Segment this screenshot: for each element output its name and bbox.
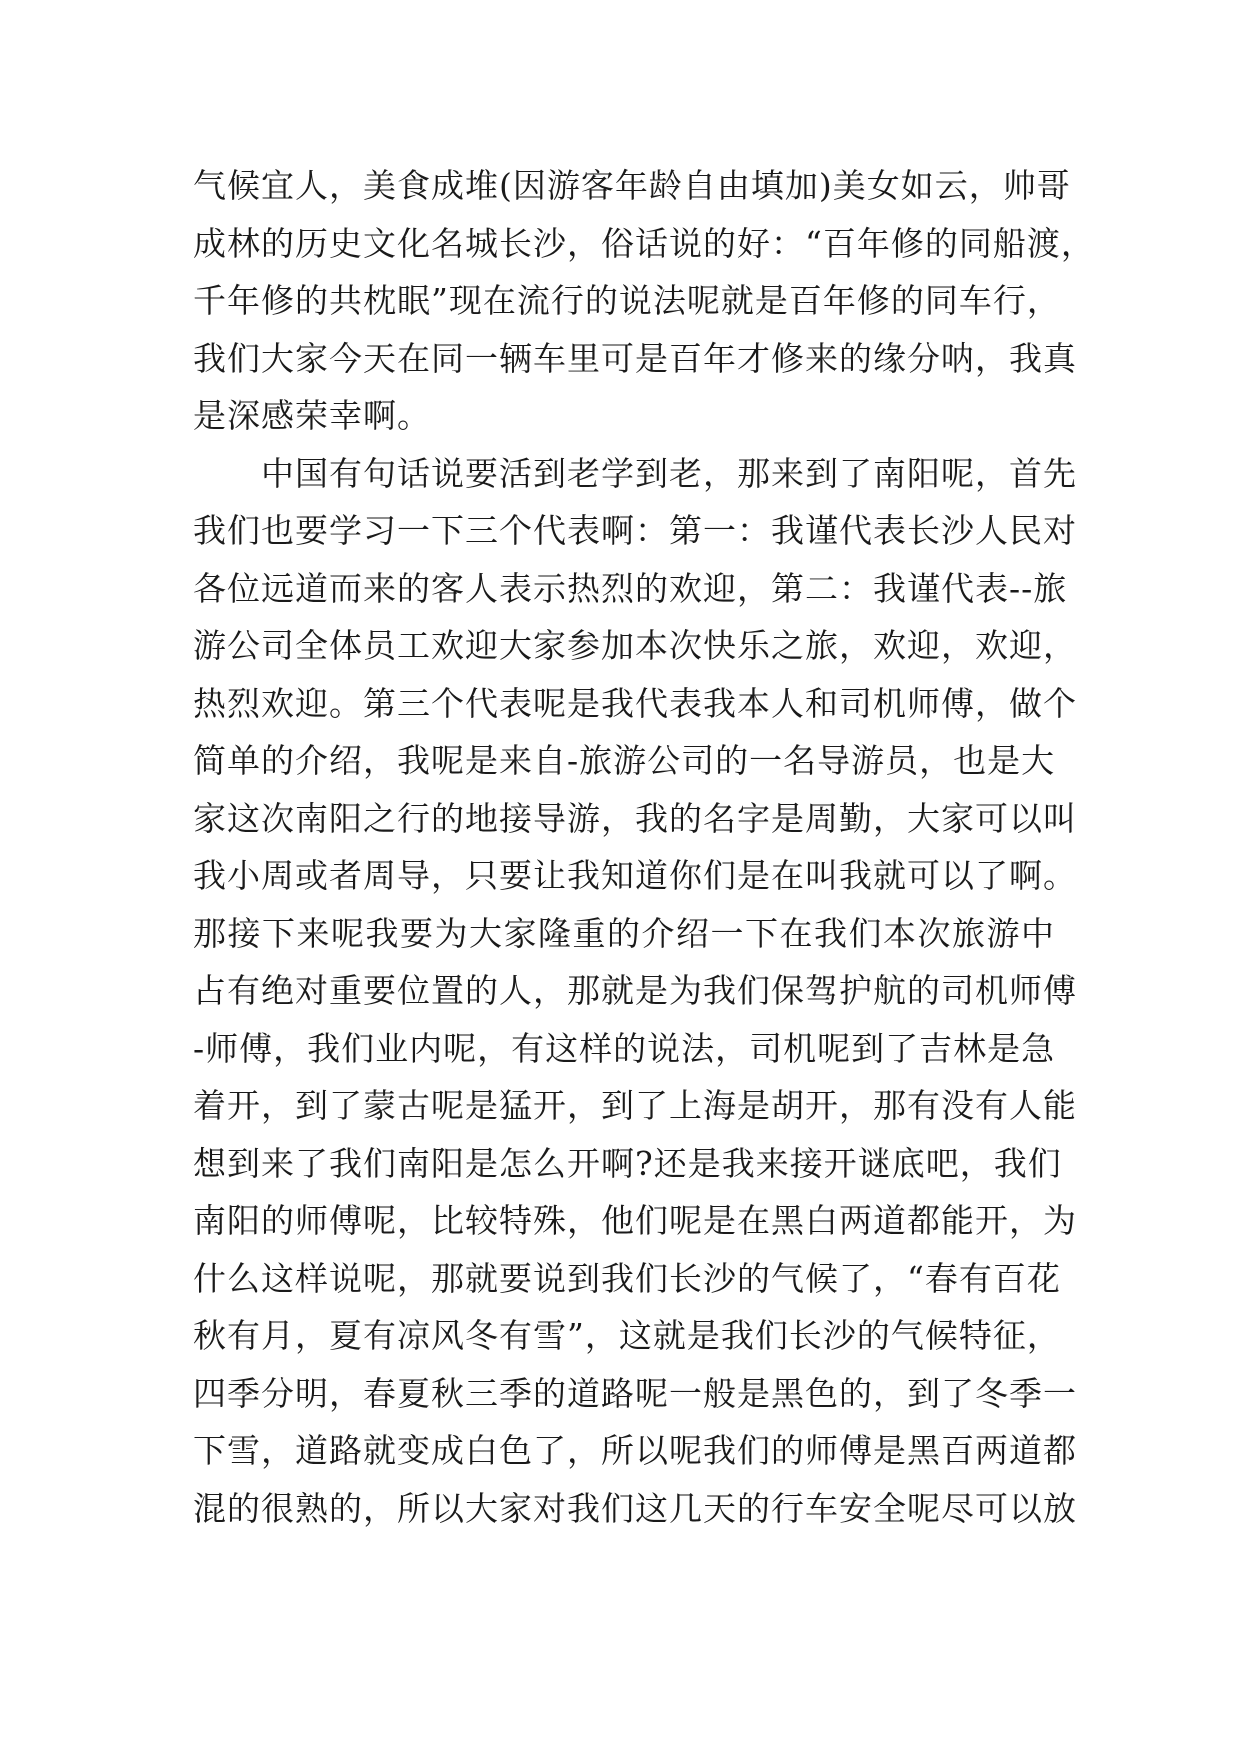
text-line: 占有绝对重要位置的人，那就是为我们保驾护航的司机师傅 <box>193 971 1077 1010</box>
text-line: 游公司全体员工欢迎大家参加本次快乐之旅，欢迎，欢迎， <box>193 626 1077 665</box>
text-line: 简单的介绍，我呢是来自-旅游公司的一名导游员，也是大 <box>193 741 1056 780</box>
text-line: -师傅，我们业内呢，有这样的说法，司机呢到了吉林是急 <box>193 1028 1056 1068</box>
text-line: 中国有句话说要活到老学到老，那来到了南阳呢，首先 <box>261 453 1077 493</box>
text-line: 热烈欢迎。第三个代表呢是我代表我本人和司机师傅，做个 <box>193 683 1077 723</box>
text-line: 下雪，道路就变成白色了，所以呢我们的师傅是黑百两道都 <box>193 1431 1077 1470</box>
text-line: 四季分明，春夏秋三季的道路呢一般是黑色的，到了冬季一 <box>193 1373 1077 1413</box>
text-line: 南阳的师傅呢，比较特殊，他们呢是在黑白两道都能开，为 <box>193 1201 1077 1240</box>
text-line: 成林的历史文化名城长沙，俗话说的好：“百年修的同船渡， <box>193 223 1095 263</box>
text-line: 那接下来呢我要为大家隆重的介绍一下在我们本次旅游中 <box>193 913 1055 953</box>
text-line: 秋有月，夏有凉风冬有雪”，这就是我们长沙的气候特征， <box>193 1316 1061 1355</box>
text-line: 混的很熟的，所以大家对我们这几天的行车安全呢尽可以放 <box>193 1488 1077 1528</box>
text-line: 我小周或者周导，只要让我知道你们是在叫我就可以了啊。 <box>193 856 1077 895</box>
text-line: 气候宜人，美食成堆(因游客年龄自由填加)美女如云，帅哥 <box>193 166 1071 205</box>
text-line: 什么这样说呢，那就要说到我们长沙的气候了，“春有百花 <box>193 1258 1061 1298</box>
text-line: 着开，到了蒙古呢是猛开，到了上海是胡开，那有没有人能 <box>193 1086 1077 1125</box>
text-line: 想到来了我们南阳是怎么开啊?还是我来接开谜底吧，我们 <box>193 1143 1062 1183</box>
body-text <box>193 157 1095 1537</box>
text-line: 我们大家今天在同一辆车里可是百年才修来的缘分呐，我真 <box>193 338 1077 378</box>
text-line: 千年修的共枕眠”现在流行的说法呢就是百年修的同车行， <box>193 281 1061 320</box>
text-line: 是深感荣幸啊。 <box>193 396 431 435</box>
text-line: 各位远道而来的客人表示热烈的欢迎，第二：我谨代表--旅 <box>193 568 1068 608</box>
text-line: 我们也要学习一下三个代表啊：第一：我谨代表长沙人民对 <box>193 511 1077 550</box>
text-line: 家这次南阳之行的地接导游，我的名字是周勤，大家可以叫 <box>193 798 1077 838</box>
